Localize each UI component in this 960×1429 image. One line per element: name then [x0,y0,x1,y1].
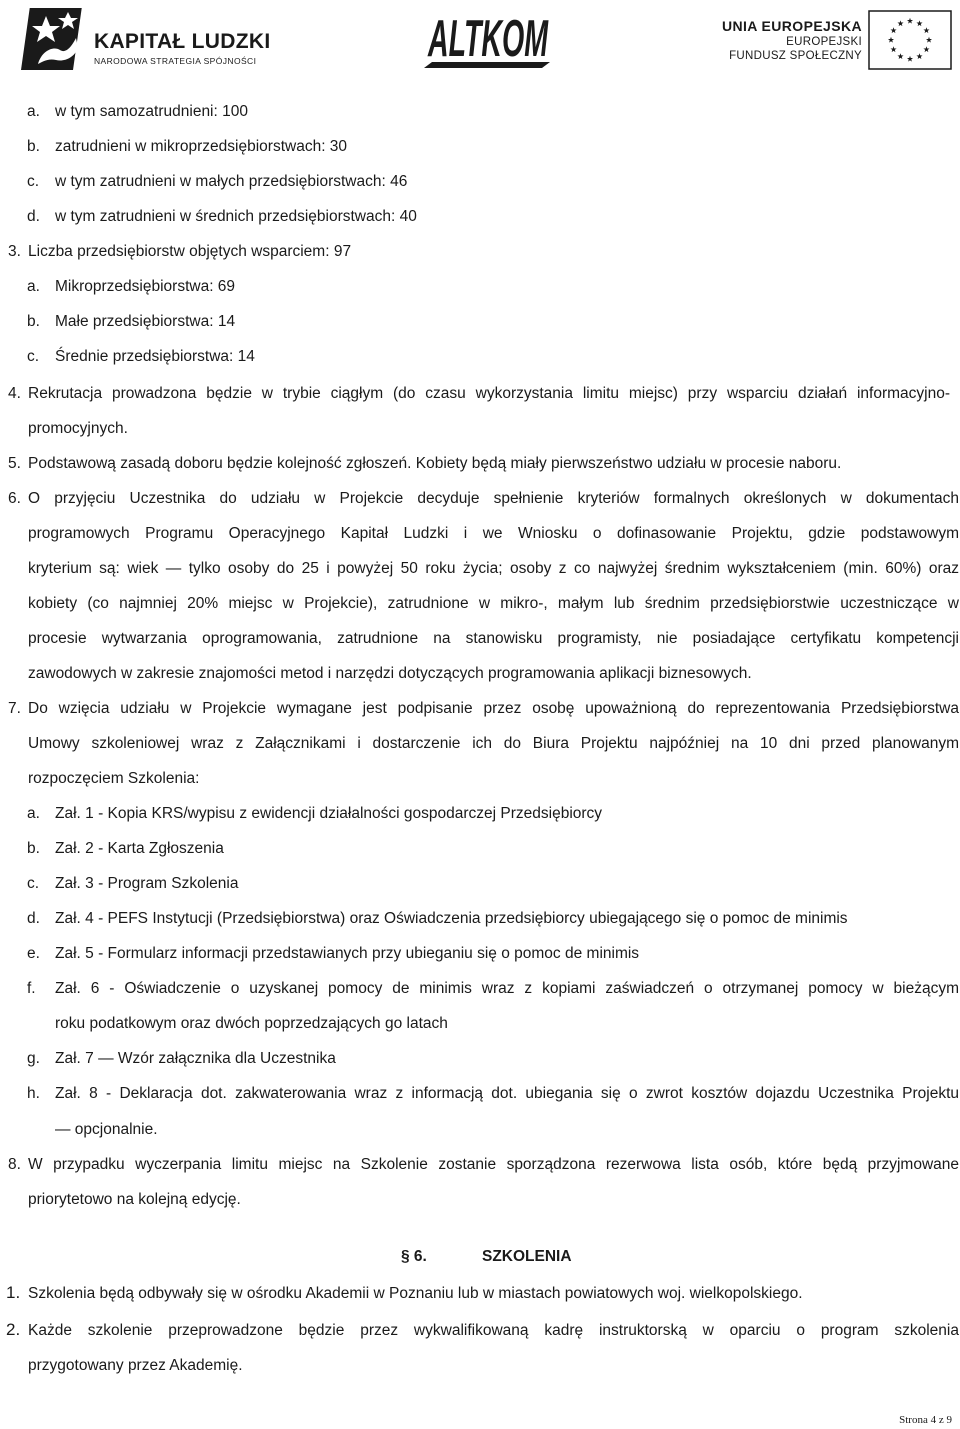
kapital-ludzki-title: KAPITAŁ LUDZKI [94,30,271,53]
page-number: Strona 4 z 9 [899,1414,952,1426]
section-number: § 6. [401,1248,427,1265]
altkom-wordmark [424,6,554,68]
kapital-ludzki-logo [24,6,274,72]
section-title: SZKOLENIA [482,1248,572,1265]
kapital-ludzki-subtitle: NARODOWA STRATEGIA SPÓJNOŚCI [94,56,257,66]
altkom-logo [424,6,554,68]
kapital-ludzki-emblem-icon [24,6,88,72]
eu-line-3: FUNDUSZ SPOŁECZNY [729,50,862,62]
page-header [0,0,960,80]
eu-logo [721,6,954,72]
eu-flag-icon [868,10,952,70]
eu-line-2: EUROPEJSKI [786,36,862,48]
eu-text [722,18,862,63]
altkom-wordmark-text: ALTKOM [426,10,549,68]
eu-line-1: UNIA EUROPEJSKA [721,18,862,34]
